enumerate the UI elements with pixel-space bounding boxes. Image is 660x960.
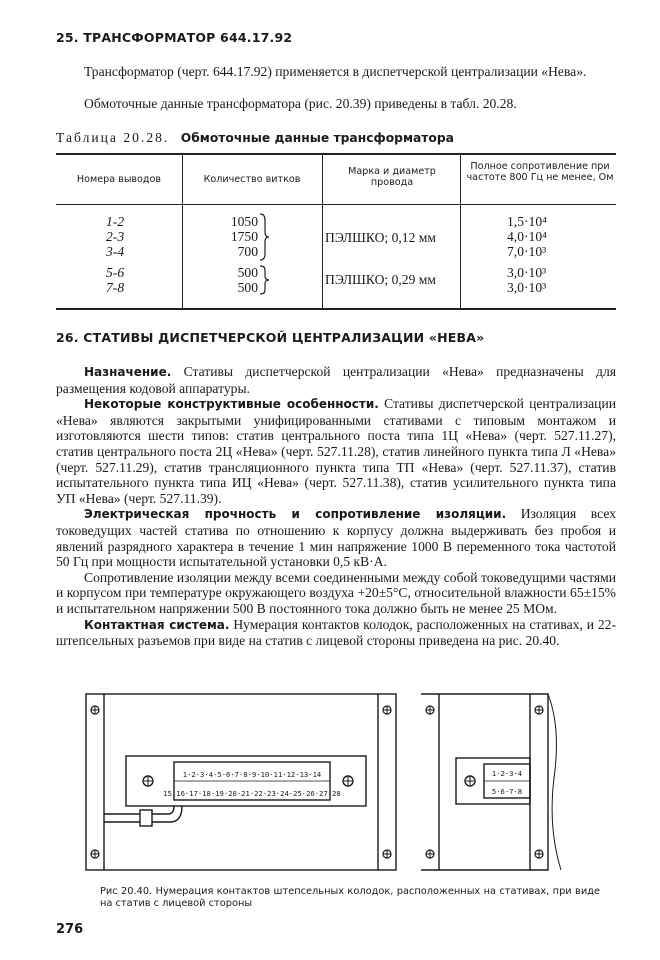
table-row-4-turns: 500 — [237, 265, 258, 280]
table-header-terminals: Номера выводов — [76, 174, 162, 185]
purpose-paragraph: Назначение. Стативы диспетчерской централизации «Нева» предназначены для размещения кодовой аппаратуры. — [56, 364, 616, 396]
table-row-3-resistance: 7,0·10³ — [507, 244, 547, 259]
table-row-5-resistance: 3,0·10³ — [507, 280, 547, 295]
small-connector-top-digits: 1·2·3·4 — [491, 769, 523, 778]
table-wire-group-1: ПЭЛШКО; 0,12 мм — [325, 230, 436, 245]
figure-20-40-drawing — [56, 688, 576, 878]
table-header-turns: Количество витков — [203, 174, 301, 185]
table-header-resistance: Полное сопротивление при частоте 800 Гц не менее, Ом — [466, 161, 614, 183]
table-col-divider-2 — [322, 153, 323, 309]
table-row-1-resistance: 1,5·10⁴ — [507, 214, 547, 229]
section-25-paragraph-1: Трансформатор (черт. 644.17.92) применяется в диспетчерской централизации «Нева». — [84, 64, 587, 79]
table-row-1-turns: 1050 — [230, 214, 258, 229]
brace-group-1-icon — [258, 212, 270, 262]
features-label: Некоторые конструктивные особенности. — [84, 397, 379, 412]
contact-paragraph: Контактная система. Нумерация контактов колодок, расположенных на стативах, и 22-штепсельных разъемов при виде на статив с лицевой стороны приведена на рис. 20.40. — [56, 616, 616, 649]
figure-caption: Рис 20.40. Нумерация контактов штепсельных колодок, расположенных на стативах, при виде на статив с лицевой стороны — [100, 886, 600, 909]
brace-group-2-icon — [258, 264, 270, 296]
table-caption — [56, 130, 454, 146]
contact-label: Контактная система. — [84, 617, 230, 632]
features-paragraph: Некоторые конструктивные особенности. Стативы диспетчерской централизации «Нева» являются закрытыми унифицированными стативами с типовым монтажом и изготовляются шести типов: статив центрального поста типа 1Ц «Нева» (черт. 527.11.27), статив центрального поста 2Ц «Нева» (черт. 527.11.28), статив линейного пункта типа Л «Нева» (черт. 527.11.29), статив трансляционного пункта типа ТП «Нева» (черт. 527.11.37), статив испытательного пункта типа ИЦ «Нева» (черт. 527.11.38), статив усилительного пункта типа УП «Нева» (черт. 527.11.39). — [56, 396, 617, 506]
table-row-3-terminals: 3-4 — [106, 244, 125, 259]
table-top-rule — [56, 153, 616, 155]
section-25-heading: 25. ТРАНСФОРМАТОР 644.17.92 — [56, 30, 293, 45]
table-bottom-rule — [56, 308, 616, 310]
table-wire-group-2: ПЭЛШКО; 0,29 мм — [325, 272, 436, 287]
table-row-5-terminals: 7-8 — [106, 280, 125, 295]
connector-top-digits: 1·2·3·4·5·6·7·8·9·10·11·12·13·14 — [182, 770, 322, 779]
purpose-label: Назначение. — [84, 365, 172, 379]
insulation-paragraph: Сопротивление изоляции между всеми соединенными между собой токоведущими частями и корпусом при температуре окружающего воздуха +20±5°С, относительной влажности 65±15% и испытательном напряжении 500 В постоянного тока должно быть не менее 25 МОм. — [56, 569, 616, 616]
connector-bottom-digits: 15·16·17·18·19·20·21·22·23·24·25·26·27·28 — [163, 789, 341, 798]
table-caption-title: Обмоточные данные трансформатора — [180, 131, 454, 145]
strength-paragraph: Электрическая прочность и сопротивление изоляции. Изоляция всех токоведущих частей статива по отношению к корпусу должна выдерживать без пробоя и явлений разрядного характера в течение 1 мин напряжение 1000 В переменного тока частотой 50 Гц при мощности испытательной установки 0,5 кВ·А. — [56, 506, 616, 570]
table-header-rule — [56, 204, 616, 205]
small-connector-bottom-digits: 5·6·7·8 — [491, 787, 523, 796]
table-row-4-terminals: 5-6 — [106, 265, 125, 280]
table-row-2-terminals: 2-3 — [106, 229, 125, 244]
table-row-1-terminals: 1-2 — [106, 214, 125, 229]
strength-label: Электрическая прочность и сопротивление изоляции. — [84, 507, 507, 522]
section-26-heading: 26. СТАТИВЫ ДИСПЕТЧЕРСКОЙ ЦЕНТРАЛИЗАЦИИ «НЕВА» — [56, 330, 485, 345]
table-col-divider-3 — [460, 153, 461, 309]
table-row-2-turns: 1750 — [230, 229, 258, 244]
table-row-3-turns: 700 — [237, 244, 258, 259]
table-header-wire: Марка и диаметр провода — [348, 166, 436, 188]
table-row-5-turns: 500 — [237, 280, 258, 295]
table-caption-label: Таблица 20.28. — [56, 130, 170, 145]
table-row-4-resistance: 3,0·10³ — [507, 265, 547, 280]
table-row-2-resistance: 4,0·10⁴ — [507, 229, 547, 244]
section-25-paragraph-2: Обмоточные данные трансформатора (рис. 20.39) приведены в табл. 20.28. — [84, 96, 517, 111]
section-26-body — [56, 364, 616, 649]
page-number: 276 — [56, 922, 84, 937]
